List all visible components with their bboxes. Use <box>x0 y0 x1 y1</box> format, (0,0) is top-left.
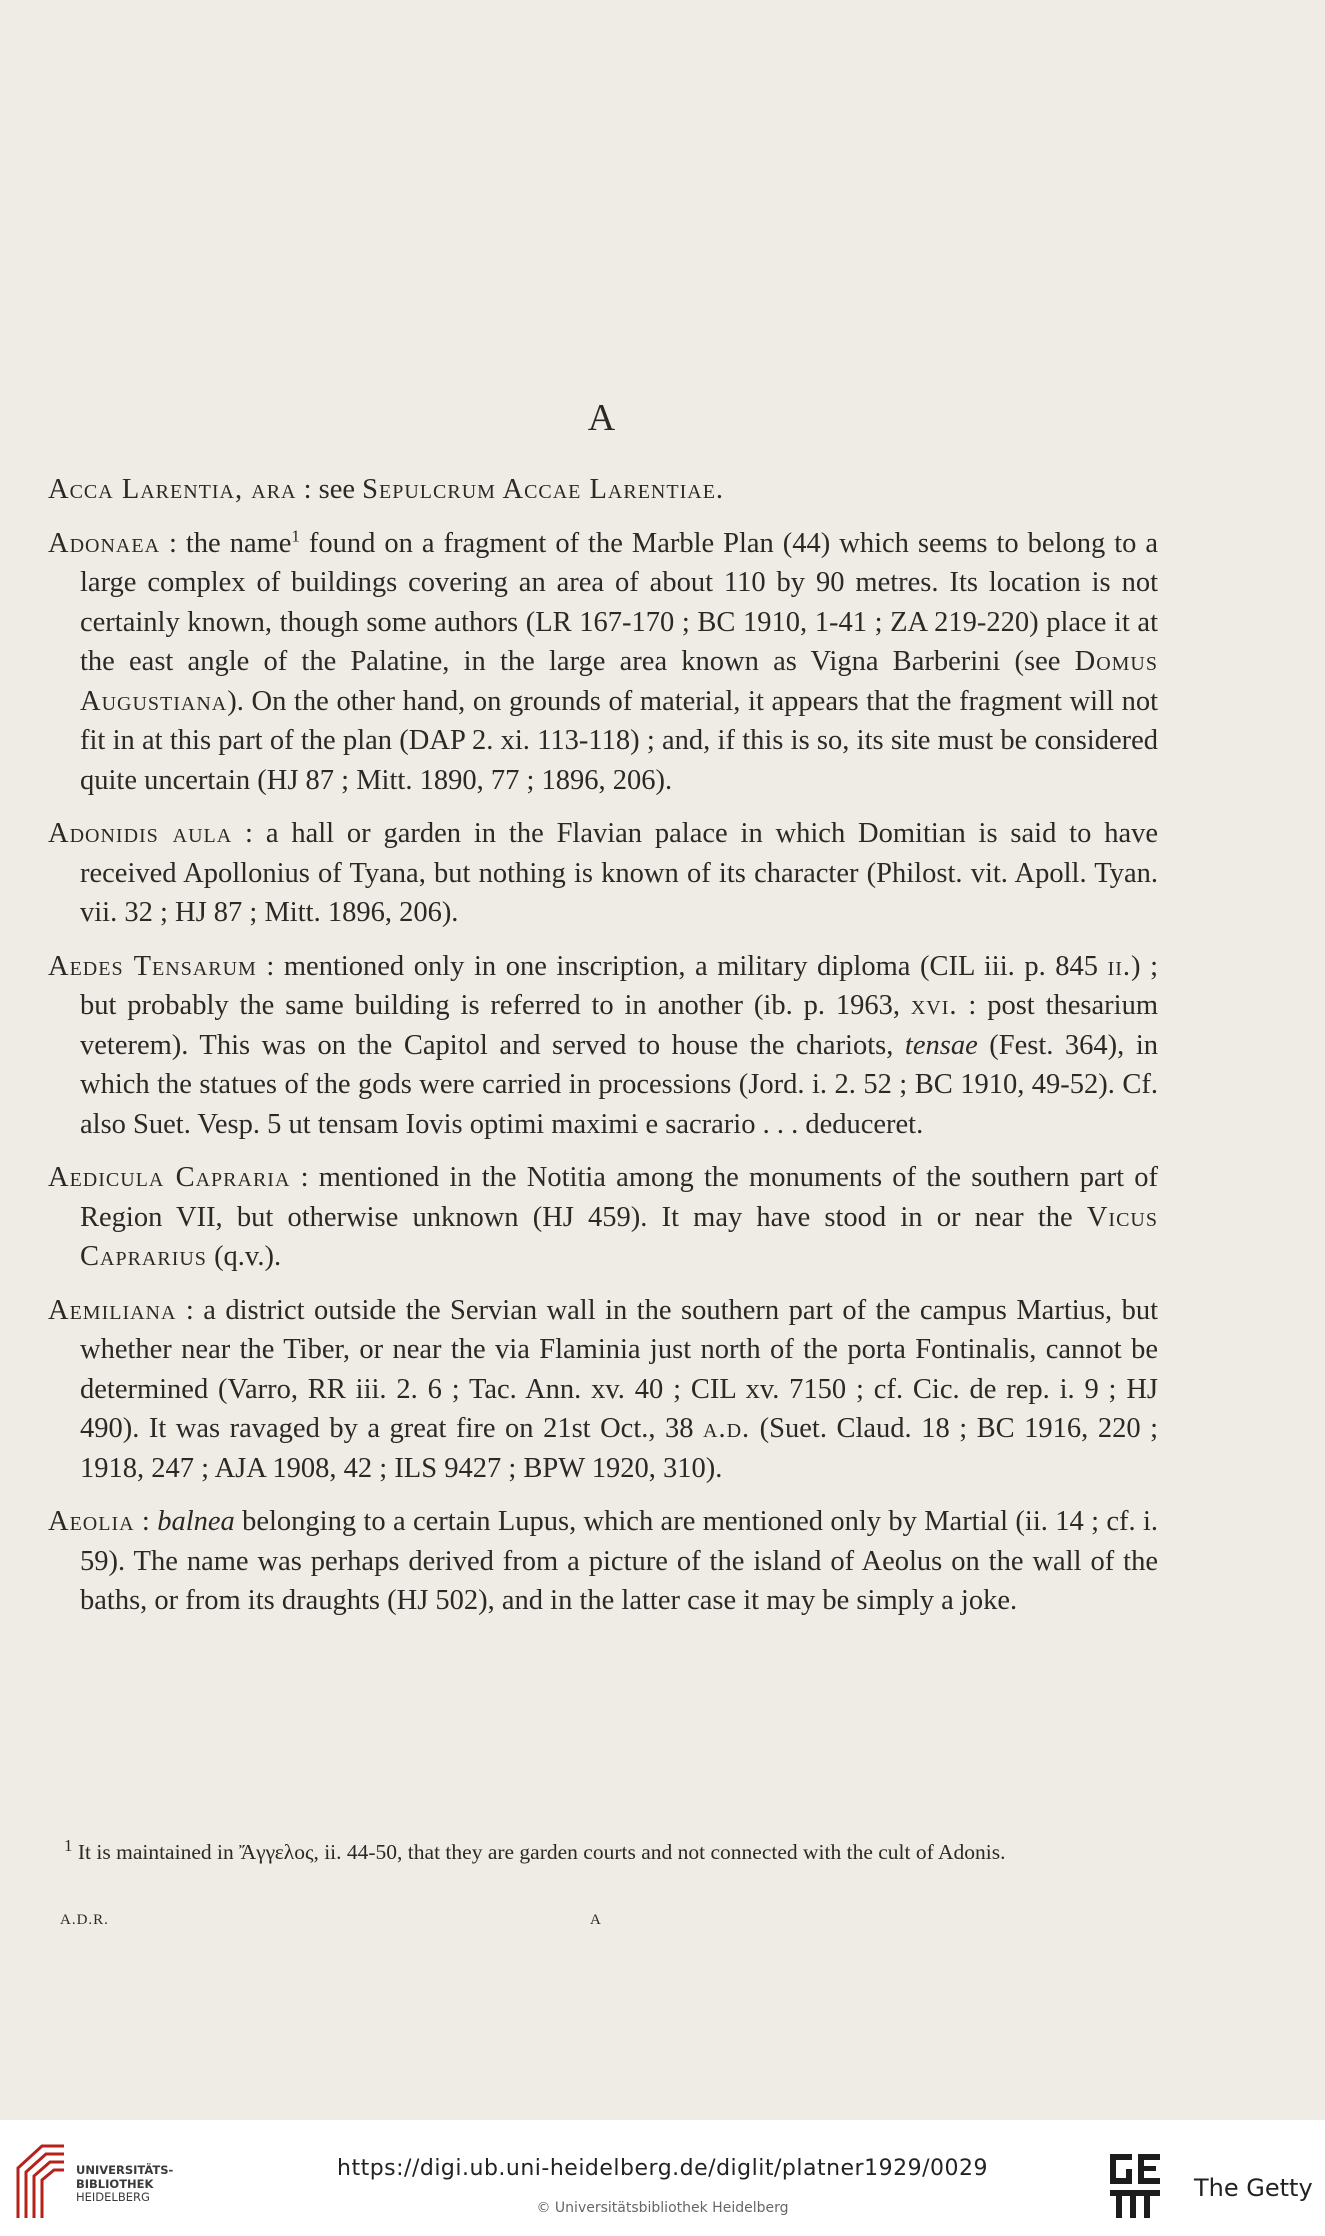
entry-text: ). On the other hand, on grounds of material, it appears that the fragment will not fit in at this part of the plan (DAP 2. xi. 113-118) ; and, if this is so, its site must be considered quite uncertain (HJ 87 ; Mitt. 1890, 77 ; 1896, 206). <box>80 685 1158 796</box>
entry-aedes-tensarum <box>48 947 1158 1145</box>
signature-letter: A <box>590 1912 602 1928</box>
entry-headword: Acca Larentia, ara <box>48 474 297 505</box>
dictionary-entries <box>48 470 1158 1635</box>
entry-text: ) ; but probably the same building is referred to in another (ib. p. 1963, <box>80 950 1158 1021</box>
entry-text: (q.v.). <box>206 1241 282 1272</box>
footnote-text: It is maintained in <box>72 1840 240 1864</box>
entry-text: : post thesarium veterem). This was on the Capitol and served to house the chariots, <box>80 990 1158 1061</box>
digitization-footer <box>0 2120 1325 2236</box>
footnote <box>48 1835 1158 1866</box>
entry-aeolia <box>48 1502 1158 1621</box>
permalink-url[interactable]: https://digi.ub.uni-heidelberg.de/diglit/platner1929/0029 <box>337 2156 988 2181</box>
library-name-line: BIBLIOTHEK <box>76 2176 154 2191</box>
entry-text: : see <box>296 474 363 505</box>
copyright-notice: © Universitätsbibliothek Heidelberg <box>536 2200 789 2216</box>
entry-text: : <box>134 1506 158 1537</box>
footnote-marker: 1 <box>291 526 300 545</box>
section-letter-heading: A <box>587 397 618 439</box>
entry-text: . <box>715 474 724 505</box>
entry-adonaea <box>48 524 1158 801</box>
partner-name: The Getty <box>1194 2174 1313 2202</box>
entry-headword: Adonidis aula <box>48 818 233 849</box>
cross-reference: Vicus Caprarius <box>80 1201 1158 1272</box>
cross-reference: Domus Augustiana <box>80 646 1158 717</box>
entry-text: : the name <box>160 527 292 559</box>
roman-numeral: ii. <box>1107 950 1132 982</box>
greek-title: Ἄγγελος <box>239 1840 314 1864</box>
entry-text: : a district outside the Servian wall in the southern part of the campus Martius, but whether near the Tiber, or near the via Flaminia just north of the porta Fontinalis, cannot be determined (Varro, RR iii. 2. 6 ; Tac. Ann. xv. 40 ; CIL xv. 7150 ; cf. Cic. de rep. i. 9 ; HJ 490). It was ravaged by a great fire on 21st Oct., 38 <box>80 1294 1158 1444</box>
entry-adonidis-aula <box>48 814 1158 933</box>
entry-text: (Fest. 364), in which the statues of the gods were carried in processions (Jord. i. 2. 52 ; BC 1910, 49-52). Cf. also Suet. Vesp. 5 ut tensam Iovis optimi maximi e sacrario . . . deduceret. <box>80 1029 1158 1140</box>
entry-text: belonging to a certain Lupus, which are mentioned only by Martial (ii. 14 ; cf. i. 59). The name was perhaps derived from a picture of the island of Aeolus on the wall of the baths, or from its draughts (HJ 502), and in the latter case it may be simply a joke. <box>80 1506 1159 1616</box>
footnote-marker: 1 <box>64 1835 73 1855</box>
entry-headword: Aeolia <box>48 1506 135 1537</box>
library-name-line: HEIDELBERG <box>76 2190 150 2204</box>
library-name-line: UNIVERSITÄTS- <box>76 2163 174 2177</box>
italic-term: tensae <box>904 1029 978 1061</box>
cross-reference: Sepulcrum Accae Larentiae <box>362 474 716 505</box>
entry-text: (Suet. Claud. 18 ; BC 1916, 220 ; 1918, 247 ; AJA 1908, 42 ; ILS 9427 ; BPW 1920, 310). <box>80 1413 1159 1484</box>
entry-text: found on a fragment of the Marble Plan (44) which seems to belong to a large complex of buildings covering an area of about 110 by 90 metres. Its location is not certainly known, though some authors (LR 167-170 ; BC 1910, 1-41 ; ZA 219-220) place it at the east angle of the Palatine, in the large area known as Vigna Barberini (see <box>80 527 1158 677</box>
entry-text: : mentioned only in one inscription, a military diploma (CIL iii. p. 845 <box>256 950 1108 982</box>
signature-initials: A.D.R. <box>60 1912 109 1928</box>
printer-signature <box>60 1912 620 1929</box>
italic-term: balnea <box>157 1506 235 1537</box>
entry-text: : a hall or garden in the Flavian palace in which Domitian is said to have received Apollonius of Tyana, but nothing is known of its character (Philost. vit. Apoll. Tyan. vii. 32 ; HJ 87 ; Mitt. 1896, 206). <box>80 818 1158 928</box>
era-abbreviation: a.d. <box>703 1413 751 1444</box>
entry-headword: Aedes Tensarum <box>48 950 257 982</box>
entry-aedicula-capraria <box>48 1158 1158 1277</box>
entry-headword: Aedicula Capraria <box>48 1162 291 1193</box>
entry-aemiliana <box>48 1291 1158 1489</box>
roman-numeral: xvi. <box>910 990 958 1021</box>
entry-headword: Adonaea <box>48 527 161 559</box>
entry-headword: Aemiliana <box>48 1294 177 1326</box>
entry-acca-larentia <box>48 470 1158 510</box>
getty-logo-icon <box>1108 2152 1168 2220</box>
entry-text: : mentioned in the Notitia among the monuments of the southern part of Region VII, but otherwise unknown (HJ 459). It may have stood in or near the <box>80 1162 1158 1233</box>
footnote-text: , ii. 44-50, that they are garden courts and not connected with the cult of Adonis. <box>313 1840 1006 1864</box>
